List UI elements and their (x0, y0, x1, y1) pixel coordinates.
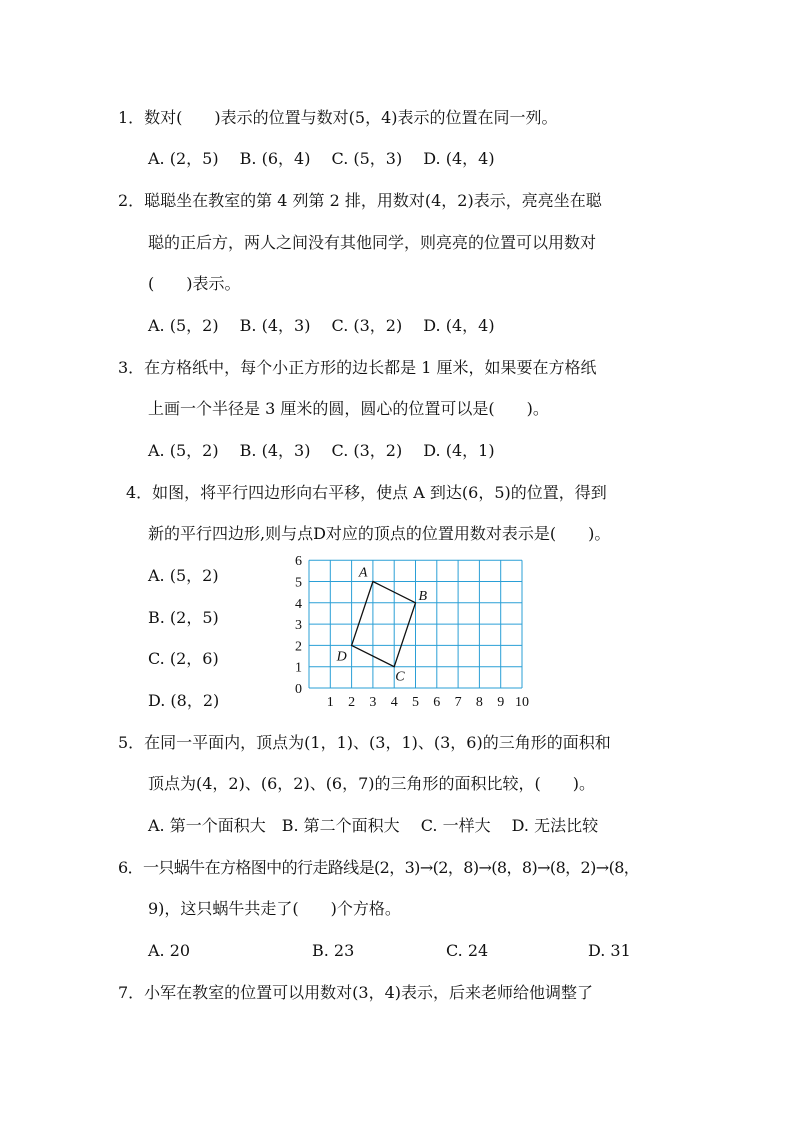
q1-stem: 1．数对( )表示的位置与数对(5，4)表示的位置在同一列。 (118, 108, 558, 127)
q2-options: A. (5，2) B. (4，3) C. (3，2) D. (4，4) (148, 316, 495, 335)
vertex-label-d: D (336, 649, 347, 665)
coordinate-grid-figure (288, 556, 538, 716)
x-tick-label: 9 (497, 695, 505, 710)
q2-stem-line2: 聪的正后方，两人之间没有其他同学，则亮亮的位置可以用数对 (148, 233, 597, 252)
x-tick-label: 2 (348, 695, 356, 710)
x-tick-label: 8 (475, 695, 483, 710)
q4-stem-line2: 新的平行四边形,则与点D对应的顶点的位置用数对表示是( )。 (148, 524, 611, 543)
q2-stem-line1: 2．聪聪坐在教室的第 4 列第 2 排，用数对(4，2)表示，亮亮坐在聪 (118, 191, 602, 210)
q6-option-d: D. 31 (588, 941, 631, 960)
vertex-label-c: C (395, 669, 405, 685)
y-tick-label: 3 (295, 618, 302, 634)
x-tick-label: 3 (369, 695, 377, 710)
q4-option-a: A. (5，2) (148, 566, 219, 585)
y-tick-label: 6 (295, 556, 302, 570)
q5-stem-line1: 5．在同一平面内，顶点为(1，1)、(3，1)、(3，6)的三角形的面积和 (118, 733, 611, 752)
q3-options: A. (5，2) B. (4，3) C. (3，2) D. (4，1) (148, 441, 495, 460)
y-tick-label: 0 (295, 682, 302, 697)
q5-options: A. 第一个面积大 B. 第二个面积大 C. 一样大 D. 无法比较 (148, 816, 599, 835)
y-tick-label: 5 (295, 575, 302, 591)
q7-stem-line1: 7．小军在教室的位置可以用数对(3，4)表示，后来老师给他调整了 (118, 983, 594, 1002)
x-tick-label: 10 (515, 695, 529, 710)
vertex-label-b: B (418, 588, 428, 604)
grid-svg (288, 556, 538, 716)
q5-stem-line2: 顶点为(4，2)、(6，2)、(6，7)的三角形的面积比较，( )。 (148, 774, 596, 793)
x-tick-label: 1 (326, 695, 334, 710)
q2-stem-line3: ( )表示。 (148, 274, 241, 293)
y-tick-label: 4 (295, 596, 302, 612)
x-tick-label: 5 (412, 695, 419, 710)
q4-option-b: B. (2，5) (148, 608, 219, 627)
q6-option-c: C. 24 (446, 941, 489, 960)
vertex-label-a: A (358, 565, 368, 581)
q3-stem-line1: 3．在方格纸中，每个小正方形的边长都是 1 厘米，如果要在方格纸 (118, 358, 597, 377)
q4-stem-line1: 4．如图，将平行四边形向右平移，使点 A 到达(6，5)的位置，得到 (126, 483, 607, 502)
y-tick-label: 1 (295, 660, 302, 676)
q3-stem-line2: 上画一个半径是 3 厘米的圆，圆心的位置可以是( )。 (148, 399, 549, 418)
q6-option-b: B. 23 (312, 941, 355, 960)
x-tick-label: 6 (433, 695, 441, 710)
x-tick-label: 7 (454, 695, 462, 710)
q4-option-d: D. (8，2) (148, 691, 220, 710)
q4-option-c: C. (2，6) (148, 649, 219, 668)
q6-stem-line1: 6．一只蜗牛在方格图中的行走路线是(2，3)→(2，8)→(8，8)→(8，2)→(8， (118, 858, 640, 877)
q6-stem-line2: 9)，这只蜗牛共走了( )个方格。 (148, 899, 401, 918)
y-tick-label: 2 (295, 639, 302, 655)
x-tick-label: 4 (390, 695, 398, 710)
q1-options: A. (2，5) B. (6，4) C. (5，3) D. (4，4) (148, 149, 495, 168)
q6-option-a: A. 20 (148, 941, 191, 960)
